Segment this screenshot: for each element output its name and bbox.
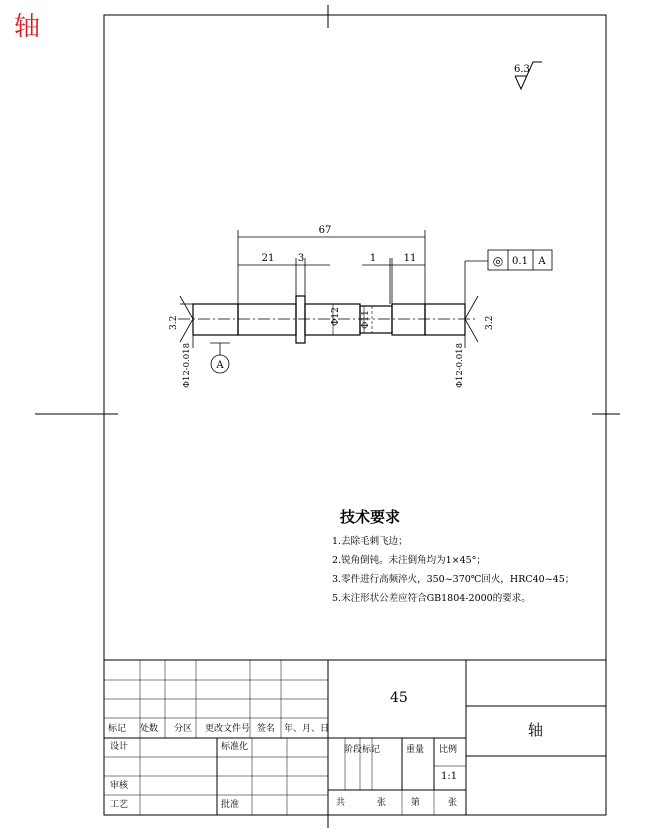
part-name-label: 轴	[528, 721, 544, 739]
sheet-unit-label: 张	[448, 798, 458, 808]
tech-requirements-title: 技术要求	[340, 508, 401, 526]
shaft-outline	[193, 296, 465, 343]
design-label: 设计	[110, 742, 129, 752]
dimension-21-3	[238, 258, 330, 296]
dimension-3-label: 3	[297, 253, 305, 264]
scale-label: 比例	[439, 745, 458, 755]
dimension-1-11	[362, 258, 425, 304]
dimension-1-label: 1	[369, 253, 377, 264]
tolerance-left-label: Φ12-0.018	[182, 343, 192, 388]
diameter-12-label: Φ12	[331, 307, 341, 326]
corner-title: 轴	[14, 12, 41, 42]
tech-requirement-item: 3.零件进行高频淬火，350~370℃回火，HRC40~45；	[332, 574, 575, 585]
scale-value: 1:1	[441, 771, 458, 782]
stage-mark-label: 阶段标记	[344, 745, 381, 755]
diameter-11-label: Φ11	[361, 310, 371, 329]
roughness-left-label: 3.2	[169, 315, 179, 330]
sheet-no-label: 第	[411, 798, 421, 808]
material-label: 45	[390, 690, 408, 706]
header-zone: 分区	[174, 724, 193, 734]
dimension-overall	[238, 230, 425, 304]
review-label: 审核	[110, 781, 129, 791]
sheets-total-label: 共	[336, 798, 346, 808]
tech-requirement-item: 2.锐角倒钝。未注倒角均为1×45°；	[332, 555, 486, 566]
drawing-border	[104, 15, 606, 815]
roughness-symbol-general	[514, 62, 542, 89]
dimension-11-label: 11	[403, 253, 417, 264]
header-signature: 签名	[257, 724, 276, 734]
geo-tol-symbol: ◎	[492, 254, 504, 268]
geo-tol-value: 0.1	[512, 256, 528, 267]
tolerance-right-label: Φ12-0.018	[455, 343, 465, 388]
header-date: 年、月、日	[284, 724, 330, 734]
process-label: 工艺	[110, 800, 129, 810]
tech-requirement-item: 1.去除毛刺飞边；	[332, 536, 408, 547]
tech-requirement-item: 5.未注形状公差应符合GB1804-2000的要求。	[332, 593, 531, 604]
header-change-doc: 更改文件号	[205, 724, 251, 734]
datum-a-label: A	[216, 360, 224, 371]
header-count: 处数	[140, 724, 159, 734]
dimension-21-label: 21	[261, 253, 275, 264]
approve-label: 批准	[221, 800, 240, 810]
roughness-value-general: 6.3	[514, 64, 530, 75]
header-mark: 标记	[108, 724, 127, 734]
dimension-67-label: 67	[318, 225, 332, 236]
weight-label: 重量	[406, 745, 425, 755]
standardization-label: 标准化	[221, 742, 249, 752]
sheets-unit-label: 张	[377, 798, 387, 808]
roughness-right-label: 3.2	[485, 315, 495, 330]
geo-tol-datum: A	[538, 256, 546, 267]
